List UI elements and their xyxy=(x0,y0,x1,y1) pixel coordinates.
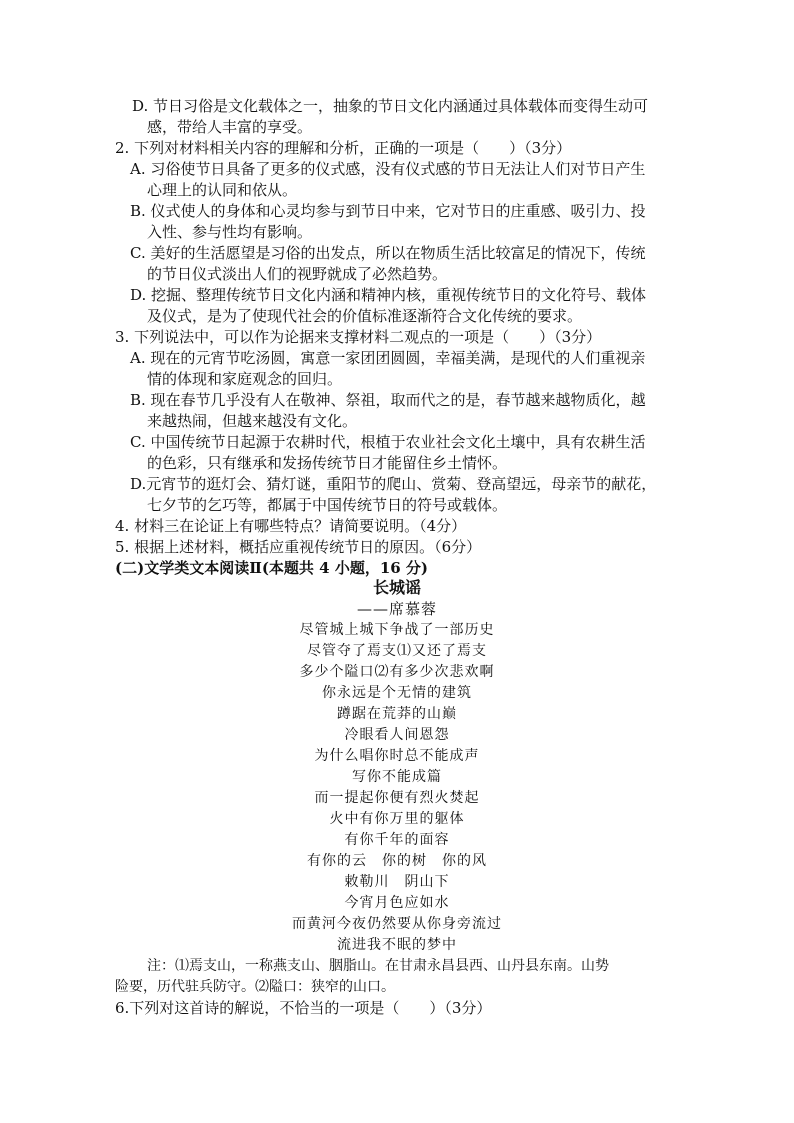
q2-option-d-line1: D. 挖掘、整理传统节日文化内涵和精神内核，重视传统节日的文化符号、载体 xyxy=(130,286,647,304)
q3-option-d-line2: 七夕节的乞巧等，都属于中国传统节日的符号或载体。 xyxy=(147,496,508,514)
q2-option-c-line2: 的节日仪式淡出人们的视野就成了必然趋势。 xyxy=(147,265,448,283)
poem-author: ——席慕蓉 xyxy=(356,600,437,618)
poem-line: 蹲踞在荒莽的山巅 xyxy=(337,706,457,722)
q3-option-c-line2: 的色彩，只有继承和发扬传统节日才能留住乡土情怀。 xyxy=(147,454,508,472)
poem-line: 火中有你万里的躯体 xyxy=(329,811,465,827)
poem-line: 写你不能成篇 xyxy=(352,769,442,785)
poem-line: 你永远是个无情的建筑 xyxy=(322,685,472,701)
question-4: 4. 材料三在论证上有哪些特点？请简要说明。（4分） xyxy=(115,517,467,535)
poem-note-line1: 注：⑴焉支山，一称燕支山、胭脂山。在甘肃永昌县西、山丹县东南。山势 xyxy=(147,958,609,974)
q2-option-b-line1: B. 仪式使人的身体和心灵均参与到节日中来，它对节日的庄重感、吸引力、投 xyxy=(130,202,646,220)
poem-line: 而黄河今夜仍然要从你身旁流过 xyxy=(292,916,502,932)
poem-line: 有你千年的面容 xyxy=(344,832,450,848)
q3-option-c-line1: C. 中国传统节日起源于农耕时代，根植于农业社会文化土壤中，具有农耕生活 xyxy=(130,433,646,451)
section-heading: (二)文学类文本阅读Ⅱ(本题共 4 小题，16 分) xyxy=(115,559,429,577)
q2-option-d-line2: 及仪式，是为了使现代社会的价值标准逐渐符合文化传统的要求。 xyxy=(147,307,583,325)
q2-option-a-line2: 心理上的认同和依从。 xyxy=(147,181,298,199)
q3-option-b-line1: B. 现在春节几乎没有人在敬神、祭祖，取而代之的是，春节越来越物质化，越 xyxy=(130,391,646,409)
poem-line: 冷眼看人间恩怨 xyxy=(344,727,450,743)
q3-option-d-line1: D.元宵节的逛灯会、猜灯谜，重阳节的爬山、赏菊、登高望远，母亲节的献花， xyxy=(130,475,657,493)
poem-line: 为什么唱你时总不能成声 xyxy=(314,748,480,764)
poem-line: 敕勒川 阴山下 xyxy=(344,874,450,890)
poem-title: 长城谣 xyxy=(372,578,421,597)
poem-line: 多少个隘口⑵有多少次悲欢啊 xyxy=(299,664,495,680)
q2-option-c-line1: C. 美好的生活愿望是习俗的出发点，所以在物质生活比较富足的情况下，传统 xyxy=(130,244,646,262)
poem-line: 流进我不眠的梦中 xyxy=(337,937,457,953)
q2-option-b-line2: 入性、参与性均有影响。 xyxy=(147,223,313,241)
poem-line: 有你的云 你的树 你的风 xyxy=(307,853,487,869)
poem-line: 尽管城上城下争战了一部历史 xyxy=(299,622,495,638)
question-3-stem: 3. 下列说法中，可以作为论据来支撑材料二观点的一项是（ ）（3分） xyxy=(115,328,602,346)
poem-note-line2: 险要，历代驻兵防守。⑵隘口：狭窄的山口。 xyxy=(115,979,395,995)
q1-option-d-line1: D. 节日习俗是文化载体之一，抽象的节日文化内涵通过具体载体而变得生动可 xyxy=(132,97,649,115)
question-5: 5. 根据上述材料，概括应重视传统节日的原因。（6分） xyxy=(115,538,482,556)
q1-option-d-line2: 感，带给人丰富的享受。 xyxy=(147,118,313,136)
question-2-stem: 2. 下列对材料相关内容的理解和分析，正确的一项是（ ）（3分） xyxy=(115,139,572,157)
q3-option-b-line2: 来越热闹，但越来越没有文化。 xyxy=(147,412,358,430)
poem-line: 尽管夺了焉支⑴又还了焉支 xyxy=(307,643,487,659)
q2-option-a-line1: A. 习俗使节日具备了更多的仪式感，没有仪式感的节日无法让人们对节日产生 xyxy=(130,160,646,178)
poem-line: 今宵月色应如水 xyxy=(344,895,450,911)
q3-option-a-line1: A. 现在的元宵节吃汤圆，寓意一家团团圆圆，幸福美满，是现代的人们重视亲 xyxy=(130,349,646,367)
question-6-stem: 6.下列对这首诗的解说，不恰当的一项是（ ）（3分） xyxy=(115,999,492,1017)
q3-option-a-line2: 情的体现和家庭观念的回归。 xyxy=(147,370,343,388)
poem-line: 而一提起你便有烈火焚起 xyxy=(314,790,480,806)
